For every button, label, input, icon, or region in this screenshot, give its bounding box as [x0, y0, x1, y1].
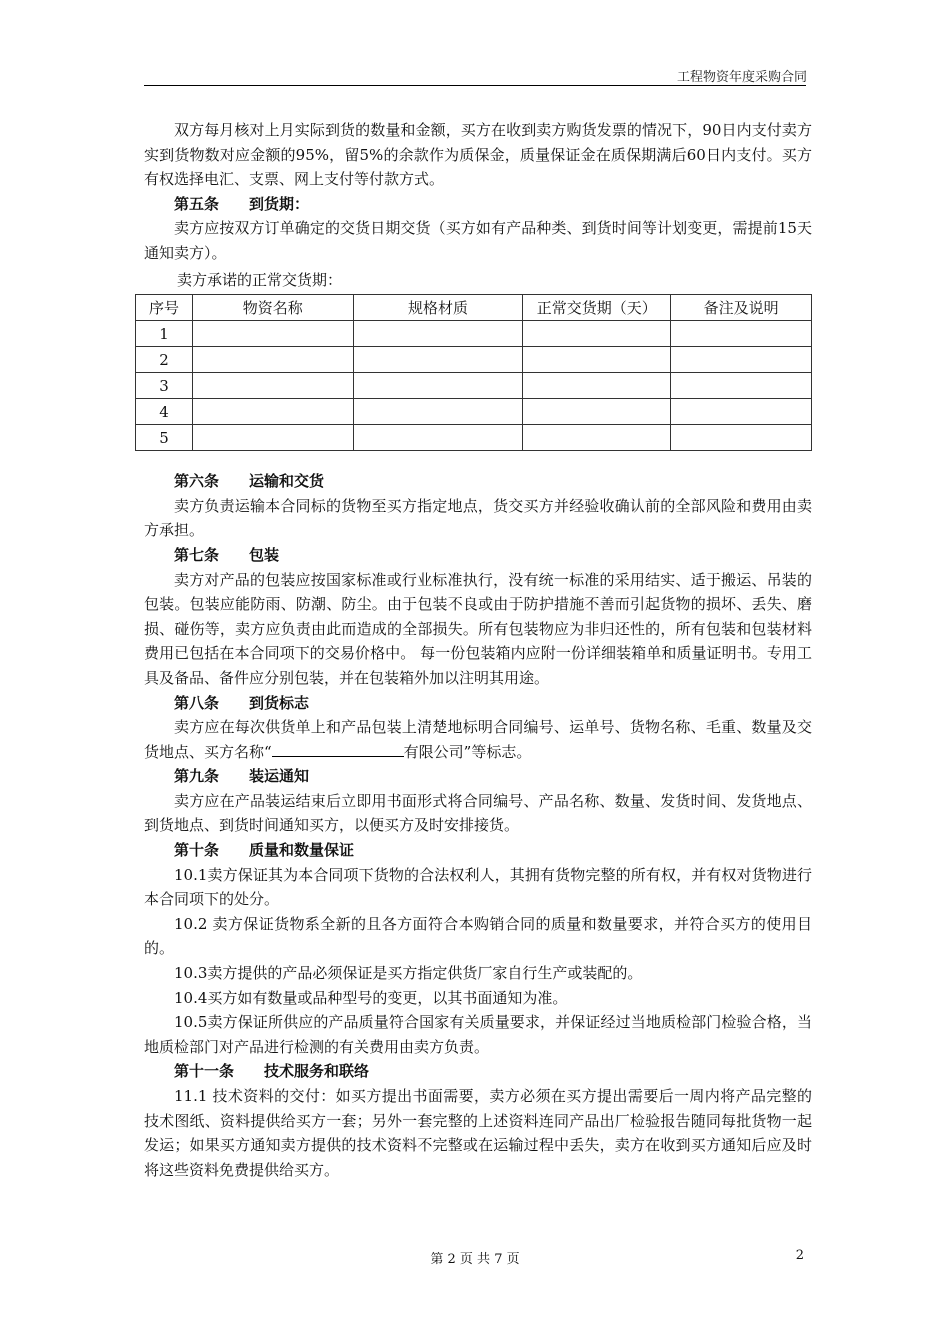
article-6-title: 运输和交货 [249, 472, 325, 491]
row-seq: 2 [136, 347, 193, 373]
table-cell [671, 425, 812, 451]
article-5-text: 卖方应按双方订单确定的交货日期交货（买方如有产品种类、到货时间等计划变更，需提前15天通知卖方）。 [144, 219, 812, 262]
article-8-heading [144, 691, 812, 716]
table-cell [353, 399, 523, 425]
row-seq: 5 [136, 425, 193, 451]
table-cell [192, 321, 353, 347]
article-10-item: 10.1卖方保证其为本合同项下货物的合法权利人，其拥有货物完整的所有权，并有权对货物进行本合同项下的处分。 [144, 865, 812, 909]
col-header-delivery-days: 正常交货期（天） [523, 295, 671, 321]
table-cell [523, 373, 671, 399]
col-header-spec: 规格材质 [353, 295, 523, 321]
article-10-item: 10.3卖方提供的产品必须保证是买方指定供货厂家自行生产或装配的。 [174, 964, 643, 983]
article-7-heading [144, 543, 812, 568]
table-cell [353, 425, 523, 451]
article-10-item: 10.4买方如有数量或品种型号的变更，以其书面通知为准。 [174, 988, 568, 1007]
article-10-title: 质量和数量保证 [249, 841, 355, 860]
table-row [136, 425, 812, 451]
article-8-text-before: 卖方应在每次供货单上和产品包装上清楚地标明合同编号、运单号、货物名称、毛重、数量及交货地点、买方名称“ [144, 718, 812, 761]
table-cell [192, 399, 353, 425]
table-row [136, 347, 812, 373]
article-8-text-after: 有限公司”等标志。 [403, 742, 532, 761]
delivery-table-caption: 卖方承诺的正常交货期： [177, 270, 343, 289]
table-row [136, 399, 812, 425]
table-row [136, 321, 812, 347]
row-seq: 1 [136, 321, 193, 347]
article-10-item: 10.2 卖方保证货物系全新的且各方面符合本购销合同的质量和数量要求，并符合买方的使用目的。 [144, 914, 812, 958]
table-cell [192, 373, 353, 399]
table-cell [353, 373, 523, 399]
article-9-heading [144, 764, 812, 789]
article-11-number: 第十一条 [174, 1062, 235, 1081]
page-count-footer: 第 2 页 共 7 页 [430, 1252, 520, 1267]
table-cell [523, 399, 671, 425]
col-header-material-name: 物资名称 [192, 295, 353, 321]
row-seq: 4 [136, 399, 193, 425]
company-name-blank [272, 740, 404, 757]
table-cell [671, 399, 812, 425]
article-9-text: 卖方应在产品装运结束后立即用书面形式将合同编号、产品名称、数量、发货时间、发货地点、到货地点、到货时间通知买方，以便买方及时安排接货。 [144, 791, 812, 835]
article-10-item: 10.5卖方保证所供应的产品质量符合国家有关质量要求，并保证经过当地质检部门检验合格，当地质检部门对产品进行检测的有关费用由卖方负责。 [144, 1013, 812, 1056]
article-8-text [144, 715, 812, 764]
article-7-number: 第七条 [174, 545, 220, 564]
table-cell [192, 347, 353, 373]
article-9-number: 第九条 [174, 767, 220, 786]
article-8-title: 到货标志 [249, 693, 310, 712]
article-6-heading [144, 469, 812, 494]
table-cell [671, 347, 812, 373]
table-cell [523, 425, 671, 451]
article-10-number: 第十条 [174, 841, 220, 860]
article-11-title: 技术服务和联络 [264, 1062, 370, 1081]
header-title: 工程物资年度采购合同 [676, 70, 807, 85]
page-number: 2 [795, 1248, 804, 1263]
article-6-number: 第六条 [174, 472, 220, 491]
article-6-text: 卖方负责运输本合同标的货物至买方指定地点，货交买方并经验收确认前的全部风险和费用由卖方承担。 [144, 496, 812, 540]
article-9-title: 装运通知 [249, 767, 310, 786]
table-cell [353, 347, 523, 373]
col-header-remarks: 备注及说明 [671, 295, 812, 321]
col-header-seq: 序号 [136, 295, 193, 321]
table-cell [523, 321, 671, 347]
table-header-row [136, 295, 812, 321]
article-11-text: 11.1 技术资料的交付：如买方提出书面需要，卖方必须在买方提出需要后一周内将产品完整的技术图纸、资料提供给买方一套；另外一套完整的上述资料连同产品出厂检验报告随同每批货物一起发运；如果买方通知卖方提供的技术资料不完整或在运输过程中丢失，卖方在收到买方通知后应及时将这些资料免费提供给买方。 [144, 1087, 812, 1179]
article-10-heading [144, 838, 812, 863]
article-7-title: 包装 [249, 545, 280, 564]
table-cell [523, 347, 671, 373]
table-cell [671, 373, 812, 399]
article-5-title: 到货期： [249, 194, 310, 213]
article-5-number: 第五条 [174, 194, 220, 213]
article-11-heading [144, 1059, 812, 1084]
article-7-text: 卖方对产品的包装应按国家标准或行业标准执行，没有统一标准的采用结实、适于搬运、吊装的包装。包装应能防雨、防潮、防尘。由于包装不良或由于防护措施不善而引起货物的损坏、丢失、磨损、碰伤等，卖方应负责由此而造成的全部损失。所有包装物应为非归还性的，所有包装和包装材料费用已包括在本合同项下的交易价格中。 每一份包装箱内应附一份详细装箱单和质量证明书。专用工具及备品、备件应分别包装，并在包装箱外加以注明其用途。 [144, 570, 812, 687]
table-row [136, 373, 812, 399]
delivery-period-table [135, 294, 812, 451]
article-5-heading [144, 192, 812, 217]
article-8-number: 第八条 [174, 693, 220, 712]
document-body [144, 118, 812, 1182]
table-cell [353, 321, 523, 347]
payment-paragraph: 双方每月核对上月实际到货的数量和金额，买方在收到卖方购货发票的情况下，90日内支付卖方实到货物数对应金额的95%，留5%的余款作为质保金，质量保证金在质保期满后60日内支付。买方有权选择电汇、支票、网上支付等付款方式。 [144, 121, 812, 189]
header-divider [144, 85, 806, 86]
row-seq: 3 [136, 373, 193, 399]
table-cell [671, 321, 812, 347]
table-cell [192, 425, 353, 451]
